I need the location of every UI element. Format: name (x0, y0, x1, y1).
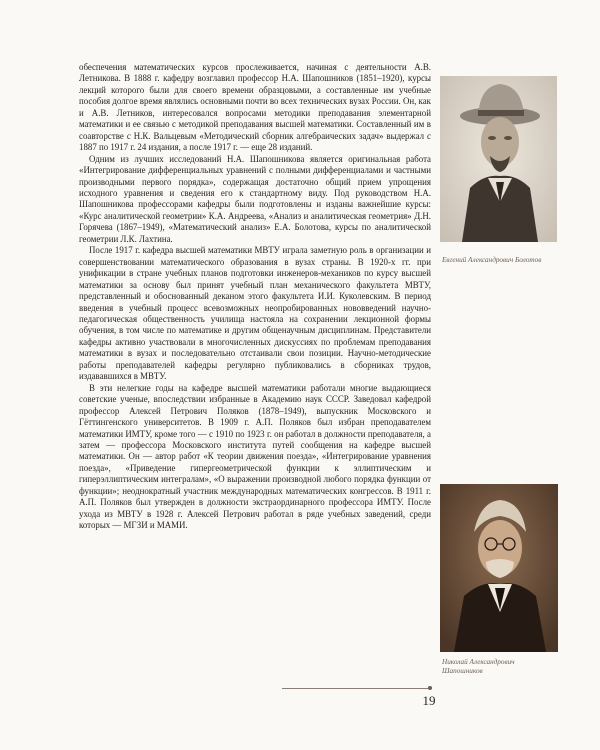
paragraph: обеспечения математических курсов прослеживается, начиная с деятельности А.В. Летникова. В 1888 г. кафедру возглавил профессор Н.А. Шапошников (1851–1920), курсы лекций которого были для своего времени образцовыми, а составленные им учебные пособия долгое время являлись основными почти во всех технических вузах России. Он, как и А.В. Летников, интересовался вопросами методики преподавания элементарной математики и ее связью с методикой преподавания высшей математики. Составленный им в соавторстве с Н.К. Вальцевым «Методический сборник алгебраических задач» выдержал с 1887 по 1917 г. 24 издания, а после 1917 г. — еще 28 изданий. (79, 62, 431, 153)
caption-shaposhnikov: Николай Александрович Шапошников (442, 658, 515, 675)
paragraph: Одним из лучших исследований Н.А. Шапошникова является оригинальная работа «Интегрирование дифференциальных уравнений с полными дифференциалами и частными производными первого порядка», содержащая достаточно общий прием упрощения исходного уравнения и сведения его к стандартному виду. Под руководством Н.А. Шапошникова профессорами кафедры были подготовлены и изданы важнейшие курсы: «Курс аналитической геометрии» К.А. Андреева, «Анализ и аналитическая геометрия» Д.Н. Горячева (1867–1949), «Математический анализ» Е.А. Болотова, курсы по аналитической геометрии Л.К. Лахтина. (79, 153, 431, 244)
footer-rule-dot (428, 686, 432, 690)
portrait-bolotov-photo (440, 76, 557, 242)
portrait-shaposhnikov-photo (440, 484, 558, 652)
footer-rule (282, 688, 430, 689)
main-text-column (79, 62, 431, 532)
paragraph: После 1917 г. кафедра высшей математики МВТУ играла заметную роль в организации и совершенствовании математического образования в вузах страны. В 1920-х гг. при унификации в стране учебных планов подготовки инженеров-механиков по курсу высшей математики за основу был принят учебный план механического факультета МВТУ, представленный и обоснованный деканом этого факультета И.И. Куколевским. В период введения в учебный процесс всевозможных неопробированных нововведений научно-педагогическая общественность училища настояла на сохранении лекционной формы обучения, в том числе по математике и другим общенаучным дисциплинам. Представители кафедры активно участвовали в многочисленных дискуссиях по проблемам преподавания математики в вузах и последовательно отстаивали свои позиции. Научно-методические работы преподавателей кафедры регулярно публиковались в сборниках трудов, издававшихся в МВТУ. (79, 245, 431, 382)
caption-bolotov: Евгений Александрович Болотов (442, 256, 542, 264)
page-number: 19 (422, 693, 436, 708)
paragraph: В эти нелегкие годы на кафедре высшей математики работали многие выдающиеся советские ученые, впоследствии избранные в Академию наук СССР. Заведовал кафедрой профессор Алексей Петрович Поляков (1878–1949), выпускник Московского и Гёттингенского университетов. В 1909 г. А.П. Поляков был избран преподавателем математики ИМТУ, кроме того — с 1910 по 1923 г. он работал в должности преподавателя, а затем — профессора Московского института путей сообщения на кафедре высшей математики. Он — автор работ «К теории движения поезда», «Интегрирование уравнения поезда», «Приведение гипергеометрической функции к эллиптическим и гиперэллиптическим интегралам», «О выражении производной любого порядка функции от функции»; неоднократный участник международных математических конгрессов. В 1911 г. А.П. Поляков был утвержден в должности экстраординарного профессора ИМТУ. После ухода из МВТУ в 1928 г. Алексей Петрович работал в ряде учебных заведений, среди которых — МГЗИ и МАМИ. (79, 382, 431, 531)
